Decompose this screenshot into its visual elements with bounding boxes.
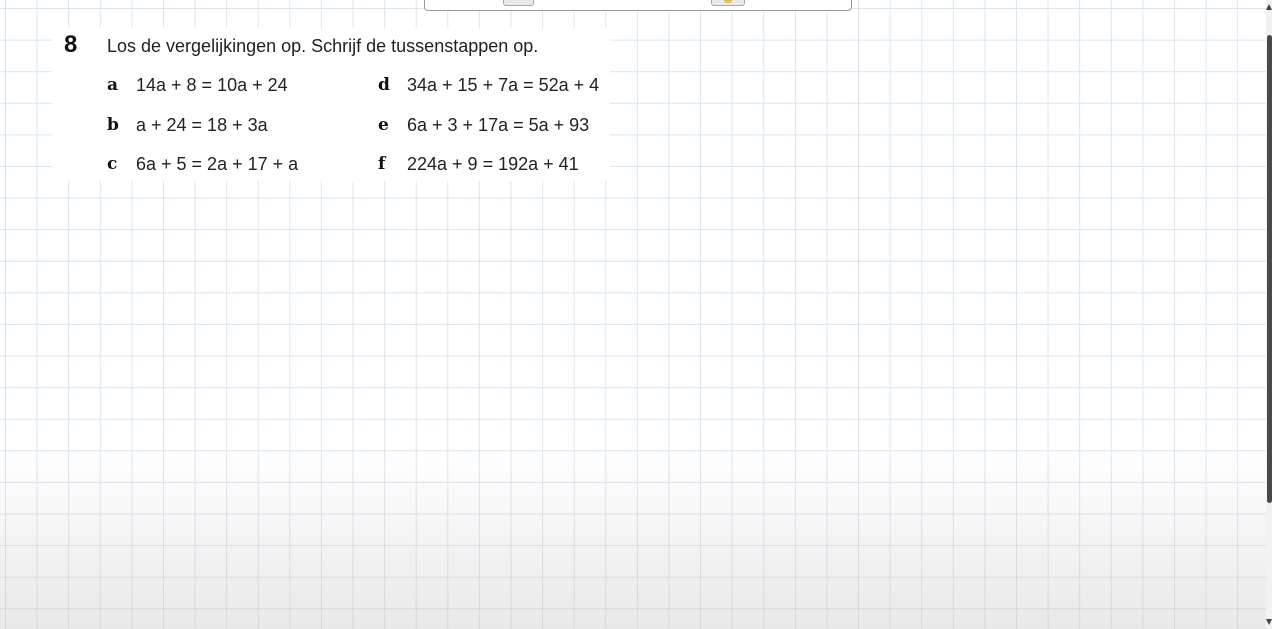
pen-icon (724, 0, 732, 3)
item-equation: 14a + 8 = 10a + 24 (136, 75, 288, 95)
item-equation: 6a + 3 + 17a = 5a + 93 (407, 115, 590, 135)
pen-tool-button[interactable] (711, 0, 745, 6)
item-letter: d (378, 75, 390, 95)
item-equation: 224a + 9 = 192a + 41 (407, 154, 579, 174)
vertical-scrollbar[interactable] (1266, 0, 1272, 629)
bottom-shadow (0, 449, 1272, 629)
scroll-thumb[interactable] (1267, 35, 1272, 503)
item-equation: 34a + 15 + 7a = 52a + 4 (407, 75, 600, 95)
toolbar-button[interactable] (503, 0, 534, 6)
item-letter: b (107, 115, 119, 135)
item-letter: e (378, 115, 389, 135)
annotation-toolbar (424, 0, 852, 11)
exercise-number: 8 (64, 31, 78, 58)
exercise-card (52, 28, 610, 181)
item-letter: a (107, 75, 119, 95)
scroll-down-icon[interactable] (1266, 619, 1272, 625)
scroll-up-icon[interactable] (1266, 4, 1272, 10)
item-equation: 6a + 5 = 2a + 17 + a (136, 154, 299, 174)
item-equation: a + 24 = 18 + 3a (136, 115, 268, 135)
exercise-instruction: Los de vergelijkingen op. Schrijf de tussenstappen op. (107, 36, 539, 56)
item-letter: c (107, 154, 118, 174)
item-letter: f (378, 154, 386, 174)
